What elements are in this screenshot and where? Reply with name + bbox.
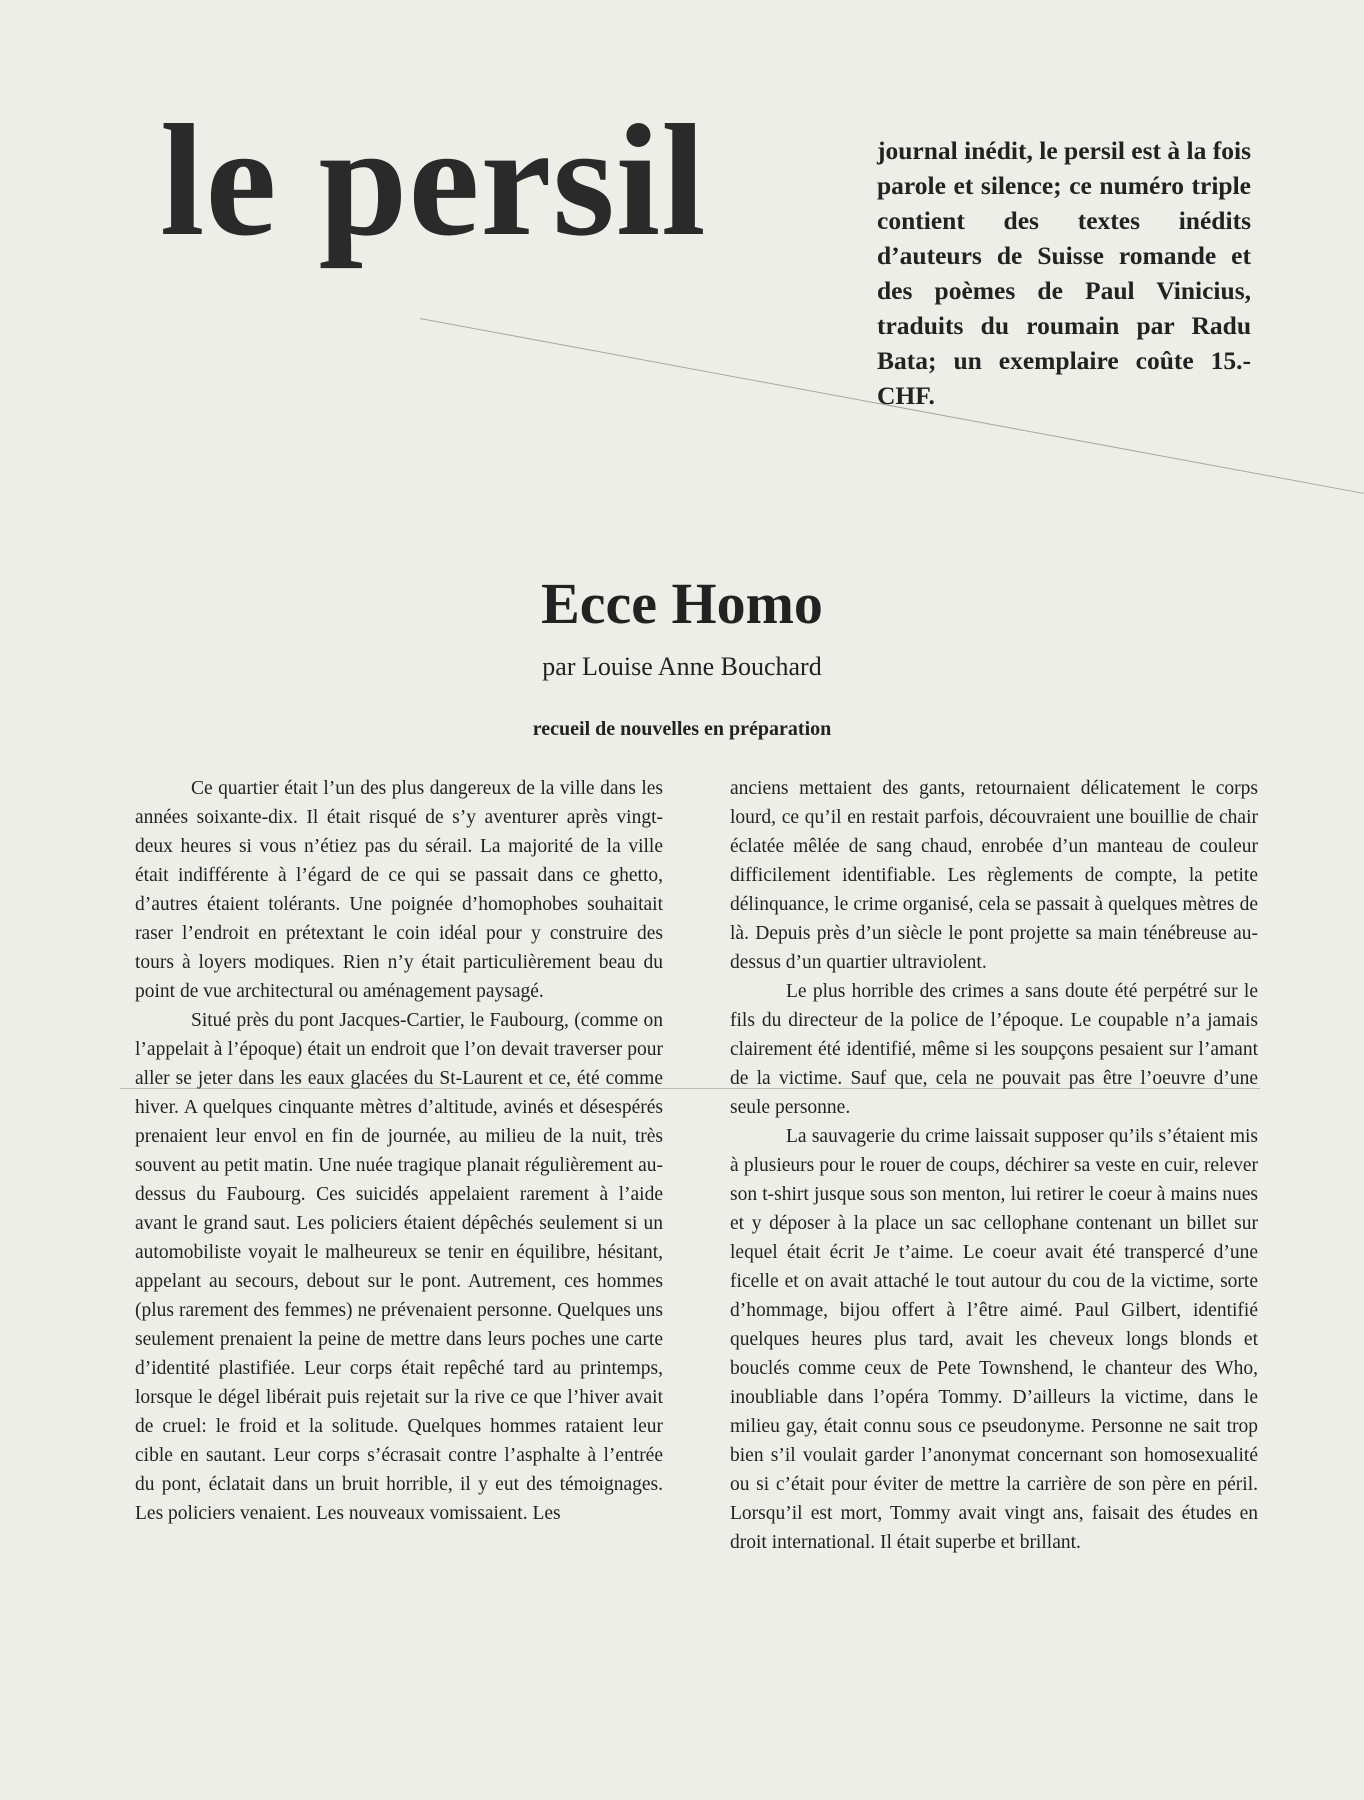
paragraph: La sauvagerie du crime laissait supposer qu’ils s’étaient mis à plusieurs pour le rouer de coups, déchirer sa veste en cuir, relever son t-shirt jusque sous son menton, lui retirer le coeur à mains nues et y déposer à la place un sac cellophane contenant un billet sur lequel était écrit Je t’aime. Le coeur avait été transpercé d’une ficelle et on avait attaché le tout autour du cou de la victime, sorte d’hommage, bijou offert à l’être aimé. Paul Gilbert, identifié quelques heures plus tard, avait les cheveux longs blonds et bouclés comme ceux de Pete Townshend, le chanteur des Who, inoubliable dans l’opéra Tommy. D’ailleurs la victime, dans le milieu gay, était connu sous ce pseudonyme. Personne ne sait trop bien s’il voulait garder l’anonymat concernant son homosexualité ou si c’était pour éviter de mettre la carrière de son père en péril. Lorsqu’il est mort, Tommy avait vingt ans, faisait des études en droit international. Il était superbe et brillant. — [730, 1126, 1258, 1553]
paragraph: anciens mettaient des gants, retournaient délicatement le corps lourd, ce qu’il en restait parfois, découvraient une bouillie de chair éclatée mêlée de sang chaud, enrobée d’un manteau de couleur difficilement identifiable. Les règlements de compte, la petite délinquance, le crime organisé, cela se passait à quelques mètres de là. Depuis près d’un siècle le pont projette sa main ténébreuse au-dessus d’un quartier ultraviolent. — [730, 778, 1258, 973]
paragraph: Ce quartier était l’un des plus dangereux de la ville dans les années soixante-dix. Il était risqué de s’y aventurer après vingt-deux heures si vous n’étiez pas du sérail. La majorité de la ville était indifférente à l’égard de ce qui se passait dans ce ghetto, d’autres étaient tolérants. Une poignée d’homophobes souhaitait raser l’endroit en prétextant le coin idéal pour y construire des tours à loyers modiques. Rien n’y était particulièrement beau du point de vue architectural ou aménagement paysagé. — [135, 778, 663, 1002]
article-byline: par Louise Anne Bouchard — [542, 652, 822, 681]
article-column-left — [135, 774, 663, 1528]
masthead-title: le persil — [160, 91, 707, 269]
masthead-blurb: journal inédit, le persil est à la fois parole et silence; ce numéro triple contient des textes inédits d’auteurs de Suisse romande et des poèmes de Paul Vinicius, traduits du roumain par Radu Bata; un exemplaire coûte 15.-CHF. — [877, 136, 1251, 410]
paragraph: Le plus horrible des crimes a sans doute été perpétré sur le fils du directeur de la police de l’époque. Le coupable n’a jamais clairement été identifié, même si les soupçons pesaient sur l’amant de la victime. Sauf que, cela ne pouvait pas être l’oeuvre d’une seule personne. — [730, 981, 1258, 1118]
article-column-right — [730, 774, 1258, 1557]
article-subtitle: recueil de nouvelles en préparation — [532, 718, 832, 740]
article-title: Ecce Homo — [541, 571, 823, 636]
paragraph: Situé près du pont Jacques-Cartier, le Faubourg, (comme on l’appelait à l’époque) était un endroit que l’on devait traverser pour aller se jeter dans les eaux glacées du St-Laurent et ce, été comme hiver. A quelques cinquante mètres d’altitude, avinés et désespérés prenaient leur envol en fin de journée, au milieu de la nuit, très souvent au petit matin. Une nuée tragique planait régulièrement au-dessus du Faubourg. Ces suicidés appelaient rarement à l’aide avant le grand saut. Les policiers étaient dépêchés seulement si un automobiliste voyait le malheureux se tenir en équilibre, hésitant, appelant au secours, debout sur le pont. Autrement, ces hommes (plus rarement des femmes) ne prévenaient personne. Quelques uns seulement prenaient la peine de mettre dans leurs poches une carte d’identité plastifiée. Leur corps était repêché tard au printemps, lorsque le dégel libérait puis rejetait sur la rive ce que l’hiver avait de cruel: le froid et la solitude. Quelques hommes rataient leur cible en sautant. Leur corps s’écrasait contre l’asphalte à l’entrée du pont, éclatait dans un bruit horrible, il y eut des témoignages. Les policiers venaient. Les nouveaux vomissaient. Les — [135, 1010, 663, 1524]
